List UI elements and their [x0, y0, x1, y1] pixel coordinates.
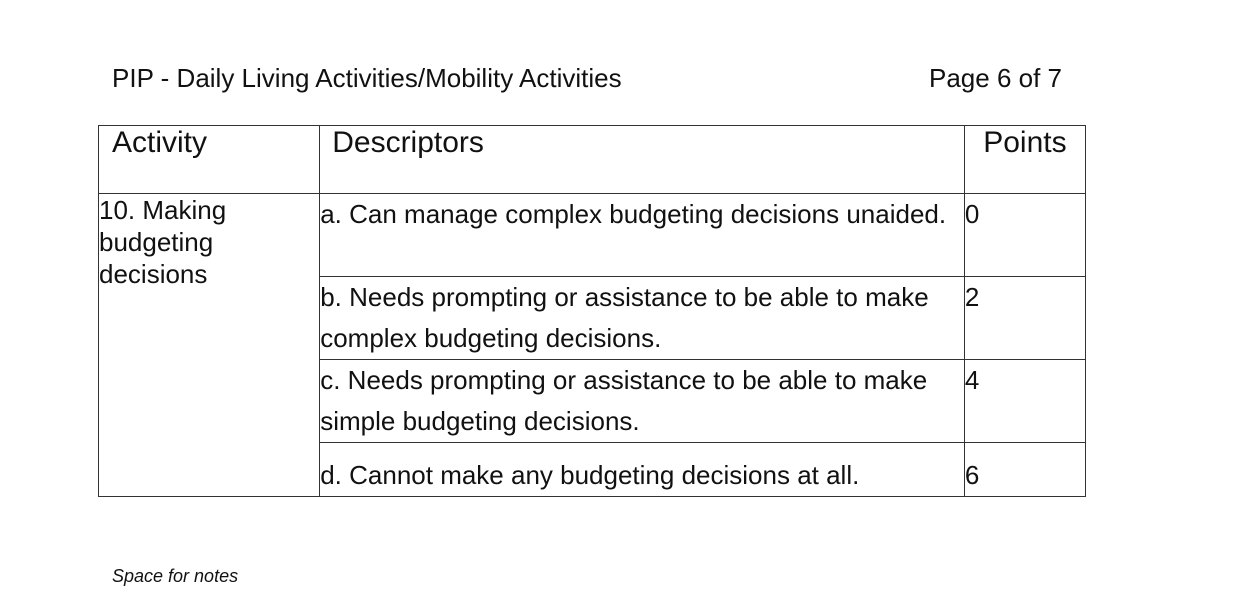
document-title: PIP - Daily Living Activities/Mobility Activities [112, 63, 622, 93]
descriptors-table [98, 125, 1086, 497]
descriptor-cell: b. Needs prompting or assistance to be able to make complex budgeting decisions. [320, 277, 965, 360]
activity-name: 10. Making budgeting decisions [99, 194, 320, 497]
column-header-activity: Activity [99, 126, 320, 194]
column-header-points: Points [964, 126, 1085, 194]
descriptor-cell: c. Needs prompting or assistance to be able to make simple budgeting decisions. [320, 360, 965, 443]
points-cell: 6 [964, 443, 1085, 497]
table-header-row [99, 126, 1086, 194]
table-row [99, 194, 1086, 277]
page-number: Page 6 of 7 [929, 63, 1062, 93]
column-header-descriptors: Descriptors [320, 126, 965, 194]
points-cell: 0 [964, 194, 1085, 277]
notes-label: Space for notes [112, 566, 239, 586]
descriptor-cell: a. Can manage complex budgeting decisions unaided. [320, 194, 965, 277]
descriptor-cell: d. Cannot make any budgeting decisions at all. [320, 443, 965, 497]
points-cell: 2 [964, 277, 1085, 360]
points-cell: 4 [964, 360, 1085, 443]
